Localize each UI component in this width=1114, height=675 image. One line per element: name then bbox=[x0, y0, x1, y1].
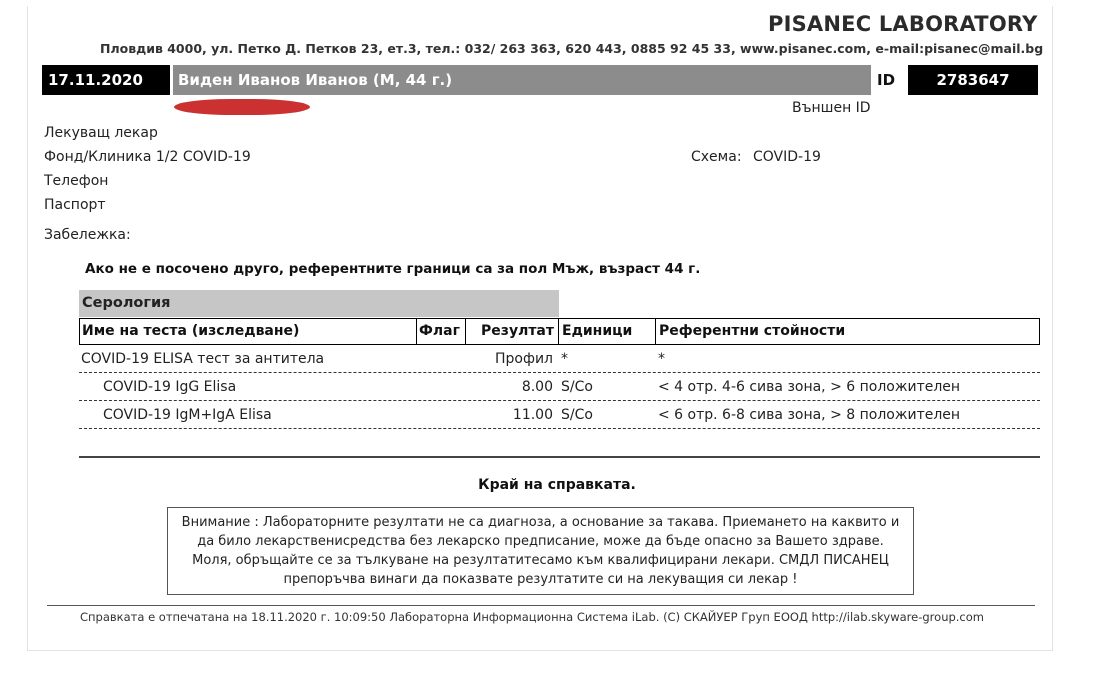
table-end-rule bbox=[79, 456, 1040, 458]
section-title: Серология bbox=[79, 290, 559, 317]
row-test: COVID-19 ELISA тест за антитела bbox=[81, 351, 325, 367]
header-flag: Флаг bbox=[419, 323, 460, 339]
note-field: Забележка: bbox=[44, 227, 131, 243]
row-reference: < 4 отр. 4-6 сива зона, > 6 положителен bbox=[658, 379, 961, 395]
end-of-report: Край на справката. bbox=[478, 477, 636, 493]
passport-field: Паспорт bbox=[44, 197, 106, 213]
fund-field: Фонд/Клиника 1/2 COVID-19 bbox=[44, 149, 251, 165]
schema-value: COVID-19 bbox=[753, 149, 821, 165]
results-table-header bbox=[79, 318, 1040, 345]
redaction-mark bbox=[174, 99, 310, 115]
row-test: COVID-19 IgM+IgA Elisa bbox=[103, 407, 272, 423]
header-reference: Референтни стойности bbox=[659, 323, 846, 339]
lab-address: Пловдив 4000, ул. Петко Д. Петков 23, ет.3, тел.: 032/ 263 363, 620 443, 0885 92 45 33, www.pisanec.com, e-mail:pisanec@mail.bg bbox=[100, 41, 1044, 56]
warning-box: Внимание : Лабораторните резултати не са диагноза, а основание за такава. Приемането на каквито и да било лекарственисредства без лекарско предписание, може да бъде опасно за Вашето здраве. Моля, обръщайте се за тълкуване на резултатитесамо към квалифицирани лекари. СМДЛ ПИСАНЕЦ препоръчва винаги да показвате резултатите си на лекуващия си лекар ! bbox=[167, 507, 914, 595]
schema-label: Схема: bbox=[691, 149, 742, 165]
row-units: S/Co bbox=[561, 379, 593, 395]
doctor-field: Лекуващ лекар bbox=[44, 125, 158, 141]
id-label: ID bbox=[877, 71, 896, 89]
row-result: 11.00 bbox=[512, 407, 553, 423]
row-units: * bbox=[561, 351, 568, 367]
header-result: Резултат bbox=[481, 323, 554, 339]
footer-text: Справката е отпечатана на 18.11.2020 г. 10:09:50 Лабораторна Информационна Система iLab. (C) СКАЙУЕР Груп ЕООД http://ilab.skyware-group.com bbox=[80, 610, 984, 624]
table-row bbox=[79, 346, 1040, 373]
row-result: Профил bbox=[495, 351, 553, 367]
lab-name: PISANEC LABORATORY bbox=[768, 12, 1038, 36]
header-units: Единици bbox=[562, 323, 633, 339]
row-reference: < 6 отр. 6-8 сива зона, > 8 положителен bbox=[658, 407, 961, 423]
row-result: 8.00 bbox=[521, 379, 553, 395]
patient-name: Виден Иванов Иванов (М, 44 г.) bbox=[173, 65, 871, 95]
phone-field: Телефон bbox=[44, 173, 109, 189]
header-test: Име на теста (изследване) bbox=[82, 323, 300, 339]
reference-note: Ако не е посочено друго, референтните граници са за пол Мъж, възраст 44 г. bbox=[85, 261, 701, 277]
row-reference: * bbox=[658, 351, 665, 367]
row-test: COVID-19 IgG Elisa bbox=[103, 379, 237, 395]
footer-divider bbox=[47, 605, 1035, 606]
patient-id: 2783647 bbox=[908, 65, 1038, 95]
row-units: S/Co bbox=[561, 407, 593, 423]
report-date: 17.11.2020 bbox=[42, 65, 170, 95]
table-row bbox=[79, 402, 1040, 429]
external-id-label: Външен ID bbox=[792, 100, 871, 116]
table-row bbox=[79, 374, 1040, 401]
